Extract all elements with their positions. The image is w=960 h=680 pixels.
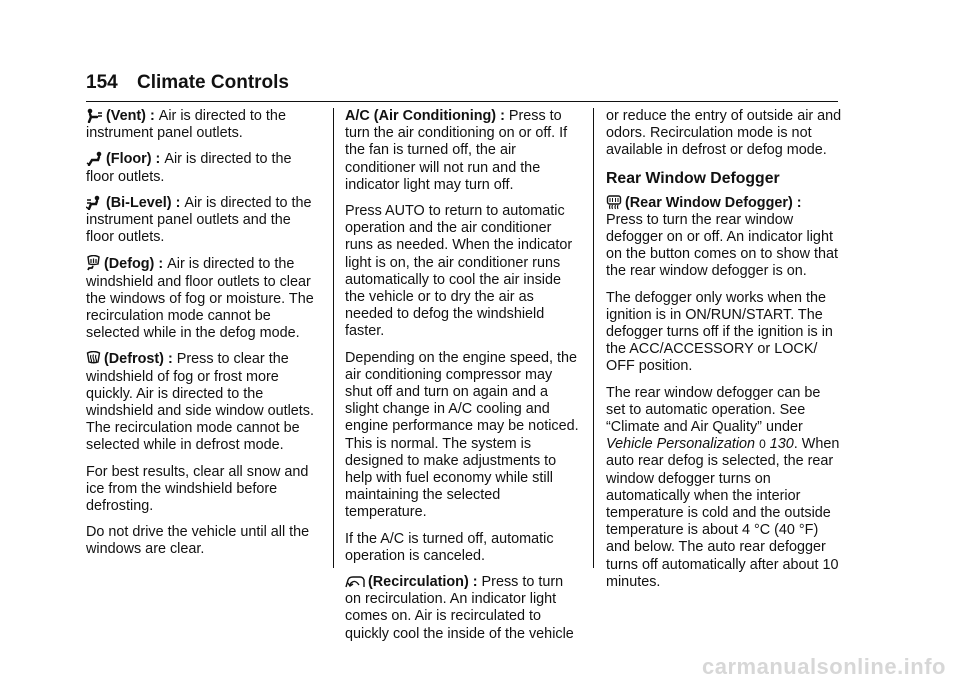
column-2 xyxy=(345,108,581,652)
section-heading-rear-defogger: Rear Window Defogger xyxy=(606,169,780,187)
recirculation-term: (Recirculation) : xyxy=(368,574,482,591)
vent-text: Air is directed to the instrument panel outlets. xyxy=(86,108,286,142)
floor-entry xyxy=(86,151,322,185)
auto-defog-text-a: The rear window defogger can be set to automatic operation. See “Climate and Air Quality” under xyxy=(606,384,821,436)
bi-level-mode-icon xyxy=(86,195,103,210)
floor-text: Air is directed to the floor outlets. xyxy=(86,151,292,185)
page-number: 154 xyxy=(86,72,118,93)
reference-page-number[interactable]: 130 xyxy=(769,436,794,453)
header-divider xyxy=(86,101,838,102)
vent-entry xyxy=(86,108,322,142)
column-3 xyxy=(606,108,842,600)
floor-term: (Floor) : xyxy=(106,151,165,168)
engine-paragraph: Depending on the engine speed, the air conditioning compressor may shut off and turn on again and a slight change in A/C cooling and engine performance may be noticed. This is normal. The system is designed to make adjustments to help with fuel economy while still maintaining the selected temperature. xyxy=(345,349,579,521)
column-1 xyxy=(86,108,322,568)
bi-level-term: (Bi-Level) : xyxy=(106,194,185,211)
ac-entry xyxy=(345,108,581,194)
ac-text: Press to turn the air conditioning on or off. If the fan is turned off, the air conditioner will not run and the indicator light may turn off. xyxy=(345,108,568,193)
vent-term: (Vent) : xyxy=(106,108,159,124)
ac-term: A/C (Air Conditioning) : xyxy=(345,108,509,124)
defog-mode-icon xyxy=(86,255,101,271)
watermark: carmanualsonline.info xyxy=(702,654,946,679)
defog-text: Air is directed to the windshield and floor outlets to clear the windows of fog or moisture. The recirculation mode cannot be selected while in the defog mode. xyxy=(86,256,314,342)
rear-defogger-icon xyxy=(606,195,622,210)
rear-defogger-term: (Rear Window Defogger) : xyxy=(625,194,802,211)
recirculation-entry xyxy=(345,574,581,643)
floor-mode-icon xyxy=(86,151,103,166)
ignition-paragraph: The defogger only works when the ignition is in ON/RUN/START. The defogger turns off if the ignition is in the ACC/ACCESSORY or LOCK/ OFF position. xyxy=(606,289,833,375)
cross-reference-arrow: 0 xyxy=(759,437,766,452)
recirculation-continued: or reduce the entry of outside air and odors. Recirculation mode is not available in defrost or defog mode. xyxy=(606,108,842,159)
defrost-term: (Defrost) : xyxy=(104,351,177,368)
defrost-text: Press to clear the windshield of fog or frost more quickly. Air is directed to the windshield and side window outlets. The recirculation mode cannot be selected while in defrost mode. xyxy=(86,351,314,454)
rear-defogger-text: Press to turn the rear window defogger on or off. An indicator light on the button comes on to show that the rear window defogger is on. xyxy=(606,211,838,280)
drive-paragraph: Do not drive the vehicle until all the windows are clear. xyxy=(86,524,310,558)
defrost-entry xyxy=(86,351,322,454)
column-divider xyxy=(333,108,334,568)
defrost-icon xyxy=(86,351,101,366)
auto-paragraph: Press AUTO to return to automatic operation and the air conditioner runs as needed. When the indicator light is on, the air conditioner runs automatically to cool the air inside the vehicle or to dry the air as needed to defog the windshield faster. xyxy=(345,203,573,340)
recirculation-icon xyxy=(345,576,365,589)
bi-level-entry xyxy=(86,195,322,247)
vehicle-personalization-reference[interactable]: Vehicle Personalization xyxy=(606,436,756,453)
column-divider xyxy=(593,108,594,568)
rear-defogger-entry xyxy=(606,195,842,281)
bi-level-text: Air is directed to the instrument panel outlets and the floor outlets. xyxy=(86,194,312,246)
footer-bar xyxy=(0,654,960,678)
page-header xyxy=(86,72,838,94)
page-title: Climate Controls xyxy=(136,72,290,93)
recirculation-text: Press to turn on recirculation. An indicator light comes on. Air is recirculated to quickly cool the inside of the vehicle xyxy=(345,574,574,642)
vent-mode-icon xyxy=(86,108,103,123)
auto-defog-text-b: . When auto rear defog is selected, the rear window defogger turns on automatically when the interior temperature is cold and the outside temperature is about 4 °C (40 °F) and below. The auto rear defogger turns off automatically after about 10 minutes. xyxy=(606,436,840,590)
auto-defog-paragraph xyxy=(606,385,842,591)
defog-term: (Defog) : xyxy=(104,256,168,273)
defog-entry xyxy=(86,255,322,342)
snow-paragraph: For best results, clear all snow and ice from the windshield before defrosting. xyxy=(86,463,309,515)
ac-off-paragraph: If the A/C is turned off, automatic operation is canceled. xyxy=(345,530,554,564)
